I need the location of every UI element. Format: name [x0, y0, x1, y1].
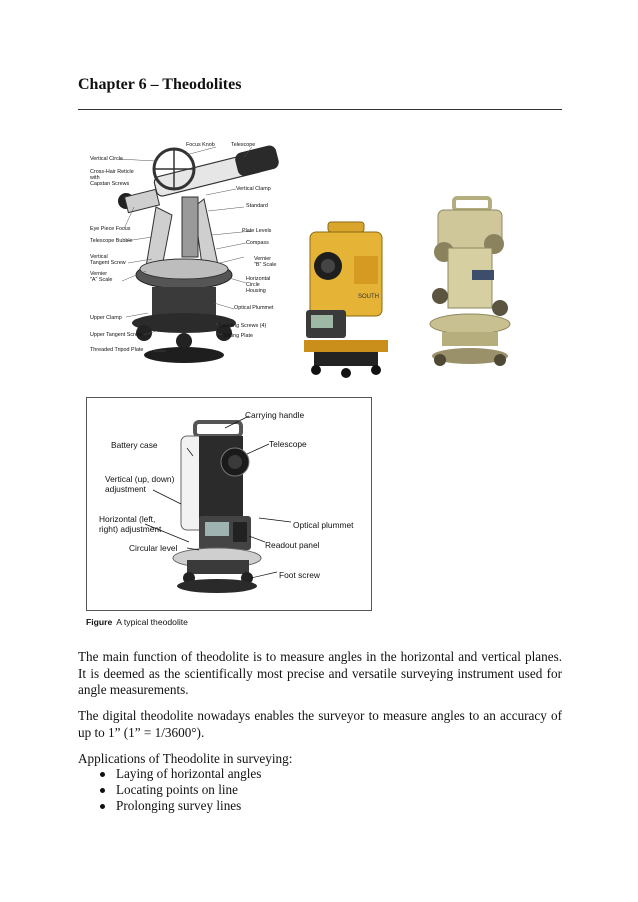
electronic-theodolite-drawing — [300, 218, 392, 378]
label-vertical-adjustment: Vertical (up, down) adjustment — [105, 474, 175, 494]
label-foot-screw: Foot screw — [279, 570, 320, 580]
applications-list — [78, 766, 261, 814]
optical-theodolite-drawing — [424, 196, 516, 374]
label-upper-tangent-screw: Upper Tangent Screw — [90, 332, 142, 338]
list-item: Prolonging survey lines — [78, 798, 261, 814]
label-horizontal-adjustment: Horizontal (left, right) adjustment — [99, 514, 162, 534]
list-item: Locating points on line — [78, 782, 261, 798]
title-divider — [78, 109, 562, 110]
label-threaded-tripod-plate: Threaded Tripod Plate — [90, 347, 144, 353]
brand-logo: SOUTH — [358, 294, 379, 300]
label-vernier-b-scale: Vernier "B" Scale — [254, 256, 277, 268]
label-focus-knob: Focus Knob — [186, 142, 215, 148]
labelled-theodolite-figure — [86, 137, 286, 369]
label-carrying-handle: Carrying handle — [245, 410, 305, 420]
label-telescope: Telescope — [231, 142, 256, 148]
label-readout-panel: Readout panel — [265, 540, 320, 550]
applications-heading: Applications of Theodolite in surveying: — [78, 751, 293, 766]
label-telescope: Telescope — [269, 439, 307, 449]
label-eye-piece-focus: Eye Piece Focus — [90, 226, 131, 232]
label-battery-case: Battery case — [111, 440, 158, 450]
digital-theodolite-paragraph: The digital theodolite nowadays enables the surveyor to measure angles to an accuracy of up to 1” (1” = 1/3600°). — [78, 708, 562, 740]
figure-caption-text: A typical theodolite — [116, 617, 188, 627]
page-title: Chapter 6 – Theodolites — [78, 76, 242, 93]
figure-caption — [86, 617, 188, 627]
label-circular-level: Circular level — [129, 543, 178, 553]
label-telescope-bubble: Telescope Bubble — [90, 238, 133, 244]
electronic-theodolite-photo — [300, 218, 392, 378]
optical-theodolite-photo — [424, 196, 516, 374]
label-standard: Standard — [246, 203, 268, 209]
list-item: Laying of horizontal angles — [78, 766, 261, 782]
label-optical-plummet: Optical Plummet — [234, 305, 274, 311]
label-leveling-screws: Leveling Screws (4) — [219, 323, 267, 329]
label-optical-plummet: Optical plummet — [293, 520, 354, 530]
label-vernier-a-scale: Vernier "A" Scale — [90, 271, 113, 283]
label-compass: Compass — [246, 240, 269, 246]
label-vertical-circle: Vertical Circle — [90, 156, 123, 162]
label-upper-clamp: Upper Clamp — [90, 315, 122, 321]
label-cross-hair-reticle: Cross-Hair Reticle with Capstan Screws — [90, 169, 134, 187]
typical-theodolite-figure — [86, 397, 372, 611]
label-sliding-plate: Sliding Plate — [223, 333, 253, 339]
label-vertical-tangent-screw: Vertical Tangent Screw — [90, 254, 126, 266]
label-horizontal-circle-housing: Horizontal Circle Housing — [246, 276, 271, 294]
figure-caption-prefix: Figure — [86, 617, 113, 627]
main-function-paragraph: The main function of theodolite is to measure angles in the horizontal and vertical planes. It is deemed as the scientifically most precise and versatile surveying instrument used for angle measurements. — [78, 649, 562, 697]
label-plate-levels: Plate Levels — [242, 228, 272, 234]
digital-theodolite-drawing — [87, 398, 371, 610]
label-vertical-clamp: Vertical Clamp — [236, 186, 271, 192]
